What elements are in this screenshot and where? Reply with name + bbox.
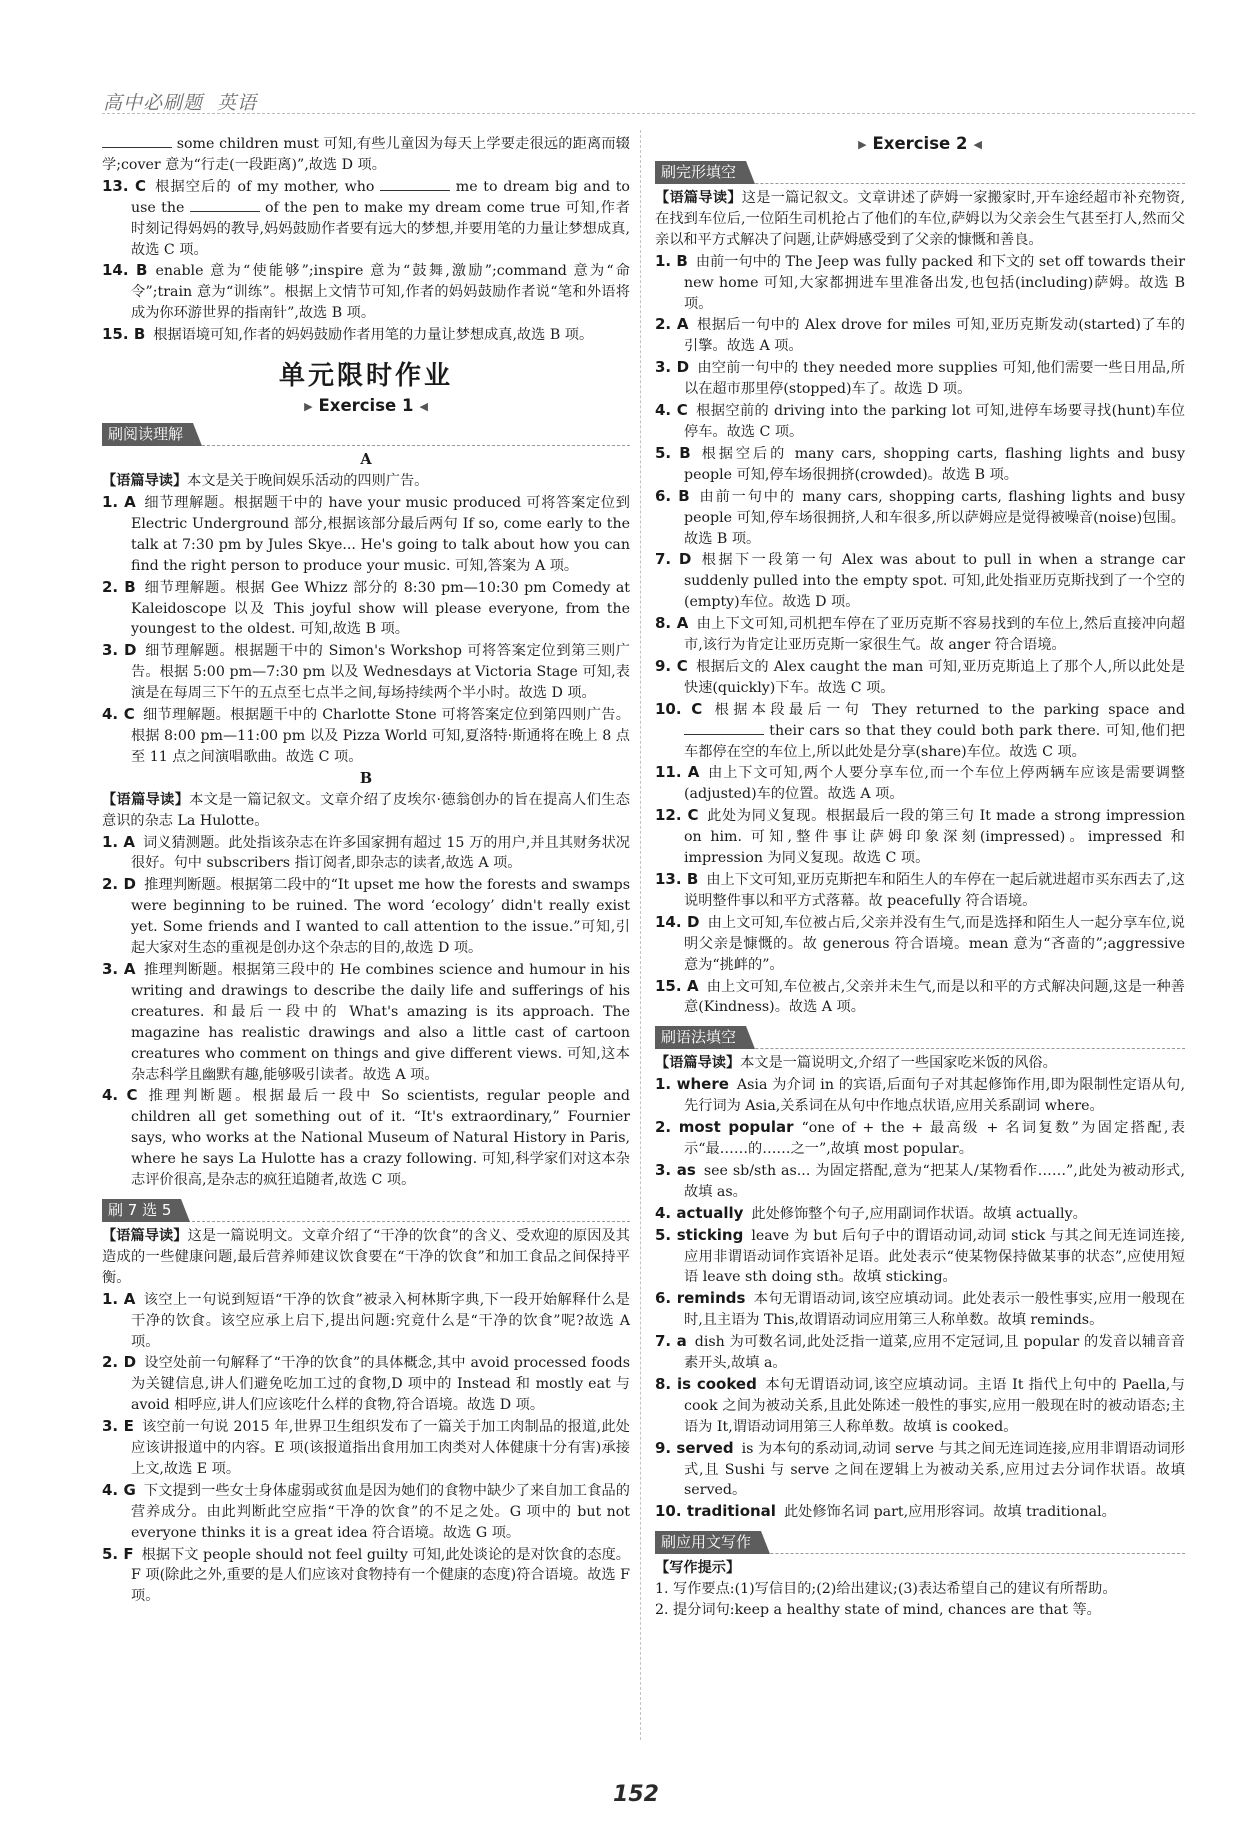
subject-label: 英语 (217, 92, 258, 114)
answer-item: 15. B 根据语境可知,作者的妈妈鼓励作者用笔的力量让梦想成真,故选 B 项。 (102, 325, 594, 344)
left-column (102, 134, 630, 1607)
triangle-right-icon: ▶ (304, 400, 313, 414)
exercise-1-title: ▶ Exercise 1 ◀ (304, 396, 428, 416)
section-writing: 刷应用文写作 (655, 1529, 1185, 1554)
answer-item: 5. F 根据下文 people should not feel guilty 可知,此处谈论的是对饮食的态度。F 项(除此之外,重要的是人们应该对食物持有一个健康的态度)符合语境。故选 F 项。 (102, 1544, 630, 1605)
answer-item: 1. A 该空上一句说到短语“干净的饮食”被录入柯林斯字典,下一段开始解释什么是干净的饮食。该空应承上启下,提出问题:究竟什么是“干净的饮食”呢?故选 A 项。 (102, 1289, 630, 1350)
section-cloze: 刷完形填空 (655, 159, 1185, 184)
answer-item: 1. where Asia 为介词 in 的宾语,后面句子对其起修饰作用,即为限制性定语从句,先行词为 Asia,关系词在从句中作地点状语,应用关系副词 where。 (655, 1075, 1185, 1115)
unit-title: 单元限时作业 (278, 361, 453, 392)
answer-item: 3. D 由空前一句中的 they needed more supplies 可知,他们需要一些日用品,所以在超市那里停(stopped)车了。故选 D 项。 (655, 358, 1185, 398)
answer-item: 13. B 由上下文可知,亚历克斯把车和陌生人的车停在一起后就进超市买东西去了,这说明整件事以和平方式落幕。故 peacefully 符合语境。 (655, 870, 1185, 909)
section-reading: 刷阅读理解 (102, 421, 630, 446)
exercise-2-title: ▶ Exercise 2 ◀ (858, 134, 982, 153)
answer-item: 3. as see sb/sth as... 为固定搭配,意为“把某人/某物看作……”,此处为被动形式,故填 as。 (655, 1160, 1185, 1200)
section-7-choose-5: 刷 7 选 5 (102, 1197, 630, 1222)
answer-item: 14. B enable 意为“使能够”;inspire 意为“鼓舞,激励”;command 意为“命令”;train 意为“训练”。根据上文情节可知,作者的妈妈鼓励作者说“笔和外语将成为你环游世界的指南针”,故选 B 项。 (102, 261, 630, 322)
answer-item: 4. actually 此处修饰整个句子,应用副词作状语。故填 actually。 (655, 1203, 1087, 1222)
answer-item: 8. is cooked 本句无谓语动词,该空应填动词。主语 It 指代上句中的 Paella,与 cook 之间为被动关系,且此处陈述一般性的事实,应用一般现在时的被动语态;主语为 It,谓语动词用第三人称单数。故填 is cooked。 (655, 1374, 1185, 1435)
answer-item: 2. A 根据后一句中的 Alex drove for miles 可知,亚历克斯发动(started)了车的引擎。故选 A 项。 (655, 315, 1185, 355)
answer-item: 3. D 细节理解题。根据题干中的 Simon's Workshop 可将答案定位到第三则广告。根据 5:00 pm—7:30 pm 以及 Wednesdays at Victoria Stage 可知,表演是在每周三下午的五点至七点半之间,每场持续两个半小时。故选 D 项。 (102, 641, 630, 702)
triangle-left-icon: ◀ (973, 138, 982, 151)
answer-item: 5. B 根据空后的 many cars, shopping carts, flashing lights and busy people 可知,停车场很拥挤(crowded)。故选 B 项。 (655, 443, 1185, 483)
answer-item: 10. traditional 此处修饰名词 part,应用形容词。故填 traditional。 (655, 1502, 1116, 1521)
writing-note: 2. 提分词句:keep a healthy state of mind, chances are that 等。 (655, 1602, 1101, 1619)
answer-item: 2. most popular “one of + the + 最高级 + 名词复数”为固定搭配,表示“最……的……之一”,故填 most popular。 (655, 1118, 1185, 1157)
guide-grammar: 【语篇导读】本文是一篇说明文,介绍了一些国家吃米饭的风俗。 (655, 1055, 1057, 1072)
answer-item: 2. D 推理判断题。根据第二段中的“It upset me how the forests and swamps were beginning to be ruined. The word ‘ecology’ didn't really exist yet. Some friends and I wanted to call attention to the issue.”可知,引起大家对生态的重视是创办这个杂志的目的,故选 D 项。 (102, 875, 630, 957)
guide-c: 【语篇导读】这是一篇说明文。文章介绍了“干净的饮食”的含义、受欢迎的原因及其造成的一些健康问题,最后营养师建议饮食要在“干净的饮食”和加工食品之间保持平衡。 (102, 1227, 630, 1286)
triangle-right-icon: ▶ (858, 138, 867, 151)
answer-item: 14. D 由上文可知,车位被占后,父亲并没有生气,而是选择和陌生人一起分享车位,说明父亲是慷慨的。故 generous 符合语境。mean 意为“吝啬的”;aggressive 意为“挑衅的”。 (655, 912, 1185, 973)
answer-item: 6. reminds 本句无谓语动词,该空应填动词。此处表示一般性事实,应用一般现在时,且主语为 This,故谓语动词应用第三人称单数。故填 reminds。 (655, 1289, 1185, 1329)
triangle-left-icon: ◀ (419, 400, 428, 414)
answer-item: 2. D 设空处前一句解释了“干净的饮食”的具体概念,其中 avoid processed foods 为关键信息,讲人们避免吃加工过的食物,D 项中的 Instead 和 mostly eat 与 avoid 相呼应,讲人们应该吃什么样的食物,符合语境。故选 D 项。 (102, 1353, 630, 1414)
answer-item: 12. C 此处为同义复现。根据最后一段的第三句 It made a strong impression on him. 可知,整件事让萨姆印象深刻(impressed)。impressed 和 impression 为同义复现。故选 C 项。 (655, 806, 1185, 867)
answer-item: 2. B 细节理解题。根据 Gee Whizz 部分的 8:30 pm—10:30 pm Comedy at Kaleidoscope 以及 This joyful show will please everyone, from the youngest to the oldest. 可知,故选 B 项。 (102, 577, 630, 638)
answer-item: 3. A 推理判断题。根据第三段中的 He combines science and humour in his writing and drawings to describe the daily life and sufferings of his creatures. 和最后一段中的 What's amazing is its approach. The magazine has realistic drawings and also a little cast of cartoon creatures who comment on things and give different views. 可知,这本杂志科学且幽默有趣,能够吸引读者。故选 A 项。 (102, 960, 630, 1083)
passage-b-label: B (359, 769, 373, 787)
answer-item: 7. a dish 为可数名词,此处泛指一道菜,应用不定冠词,且 popular 的发音以辅音音素开头,故填 a。 (655, 1332, 1185, 1372)
answer-item: 11. A 由上下文可知,两个人要分享车位,而一个车位上停两辆车应该是需要调整(adjusted)车的位置。故选 A 项。 (655, 763, 1185, 803)
column-divider (640, 130, 641, 1740)
answer-item: 9. served is 为本句的系动词,动词 serve 与其之间无连词连接,应用非谓语动词形式,且 Sushi 与 serve 之间在逻辑上为被动关系,应用过去分词作状语。故填 served。 (655, 1438, 1185, 1499)
answer-item: 4. C 根据空前的 driving into the parking lot 可知,进停车场要寻找(hunt)车位停车。故选 C 项。 (655, 401, 1185, 440)
guide-a: 【语篇导读】本文是关于晚间娱乐活动的四则广告。 (102, 473, 429, 490)
answer-item: 7. D 根据下一段第一句 Alex was about to pull in when a strange car suddenly pulled into the empty spot. 可知,此处指亚历克斯找到了一个空的(empty)车位。故选 D 项。 (655, 550, 1185, 611)
answer-item: 9. C 根据后文的 Alex caught the man 可知,亚历克斯追上了那个人,所以此处是快速(quickly)下车。故选 C 项。 (655, 656, 1185, 696)
book-title: 高中必刷题 (103, 92, 204, 114)
passage-a-label: A (360, 451, 372, 469)
right-column (655, 134, 1185, 1621)
answer-item: 6. B 由前一句中的 many cars, shopping carts, flashing lights and busy people 可知,停车场很拥挤,人和车很多,所以萨姆应是觉得被噪音(noise)包围。故选 B 项。 (655, 486, 1185, 547)
answer-item: 8. A 由上下文可知,司机把车停在了亚历克斯不容易找到的车位上,然后直接冲向超市,该行为肯定让亚历克斯一家很生气。故 anger 符合语境。 (655, 614, 1185, 654)
answer-item: 15. A 由上文可知,车位被占,父亲并未生气,而是以和平的方式解决问题,这是一种善意(Kindness)。故选 A 项。 (655, 976, 1185, 1016)
answer-item: 5. sticking leave 为 but 后句子中的谓语动词,动词 stick 与其之间无连词连接,应用非谓语动词作宾语补足语。此处表示“使某物保持做某事的状态”,应使用短语 leave sth doing sth。故填 sticking。 (655, 1225, 1186, 1286)
answer-item: 4. C 推理判断题。根据最后一段中 So scientists, regular people and children all get something out of it. “It's extraordinary,” Fournier says, who works at the National Museum of Natural History in Paris, where he says La Hulotte has a crazy following. 可知,科学家们对这本杂志评价很高,是杂志的疯狂追随者,故选 C 项。 (102, 1086, 630, 1189)
answer-item: 1. B 由前一句中的 The Jeep was fully packed 和下文的 set off towards their new home 可知,大家都拥进车里准备出发,也包括(including)萨姆。故选 B 项。 (655, 251, 1185, 312)
header-rule (102, 113, 1195, 114)
answer-item: 13. C 根据空后的 of my mother, who me to dream big and to use the of the pen to make my dream come true 可知,作者时刻记得妈妈的教导,妈妈鼓励作者要有远大的梦想,并要用笔的力量让梦想成真,故选 C 项。 (102, 176, 630, 258)
answer-item: 1. A 细节理解题。根据题干中的 have your music produced 可将答案定位到 Electric Underground 部分,根据该部分最后两句 If so, come early to the talk at 7:30 pm by Jules Skye... He's going to talk about how you can find the right person to produce your music. 可知,答案为 A 项。 (102, 492, 630, 574)
answer-item: 1. A 词义猜测题。此处指该杂志在许多国家拥有超过 15 万的用户,并且其财务状况很好。句中 subscribers 指订阅者,即杂志的读者,故选 A 项。 (102, 832, 630, 872)
writing-note: 1. 写作要点:(1)写信目的;(2)给出建议;(3)表达希望自己的建议有所帮助。 (655, 1581, 1117, 1598)
guide-cloze: 【语篇导读】这是一篇记叙文。文章讲述了萨姆一家搬家时,开车途经超市补充物资,在找到车位后,一位陌生司机抢占了他们的车位,萨姆以为父亲会生气甚至打人,然而父亲以和平方式解决了问题,让萨姆感受到了父亲的慷慨和善良。 (655, 190, 1185, 248)
carryover-paragraph: some children must 可知,有些儿童因为每天上学要走很远的距离而辍学;cover 意为“行走(一段距离)”,故选 D 项。 (102, 136, 630, 173)
section-grammar: 刷语法填空 (655, 1024, 1185, 1049)
answer-item: 10. C 根据本段最后一句 They returned to the parking space and their cars so that they could both park there. 可知,他们把车都停在空的车位上,所以此处是分享(share)车位。故选 C 项。 (655, 699, 1185, 760)
writing-label: 【写作提示】 (655, 1560, 741, 1577)
running-header (103, 88, 257, 115)
answer-item: 4. C 细节理解题。根据题干中的 Charlotte Stone 可将答案定位到第四则广告。根据 8:00 pm—11:00 pm 以及 Pizza World 可知,夏洛特·斯通将在晚上 8 点至 11 点之间演唱歌曲。故选 C 项。 (102, 705, 630, 765)
page-number: 152 (592, 1776, 680, 1814)
answer-item: 3. E 该空前一句说 2015 年,世界卫生组织发布了一篇关于加工肉制品的报道,此处应该讲报道中的内容。E 项(该报道指出食用加工肉类对人体健康十分有害)承接上文,故选 E 项。 (102, 1417, 630, 1477)
answer-item: 4. G 下文提到一些女士身体虚弱或贫血是因为她们的食物中缺少了来自加工食品的营养成分。由此判断此空应指“干净的饮食”的不足之处。G 项中的 but not everyone thinks it is a great idea 符合语境。故选 G 项。 (102, 1480, 630, 1541)
guide-b: 【语篇导读】本文是一篇记叙文。文章介绍了皮埃尔·德翁创办的旨在提高人们生态意识的杂志 La Hulotte。 (102, 791, 630, 829)
